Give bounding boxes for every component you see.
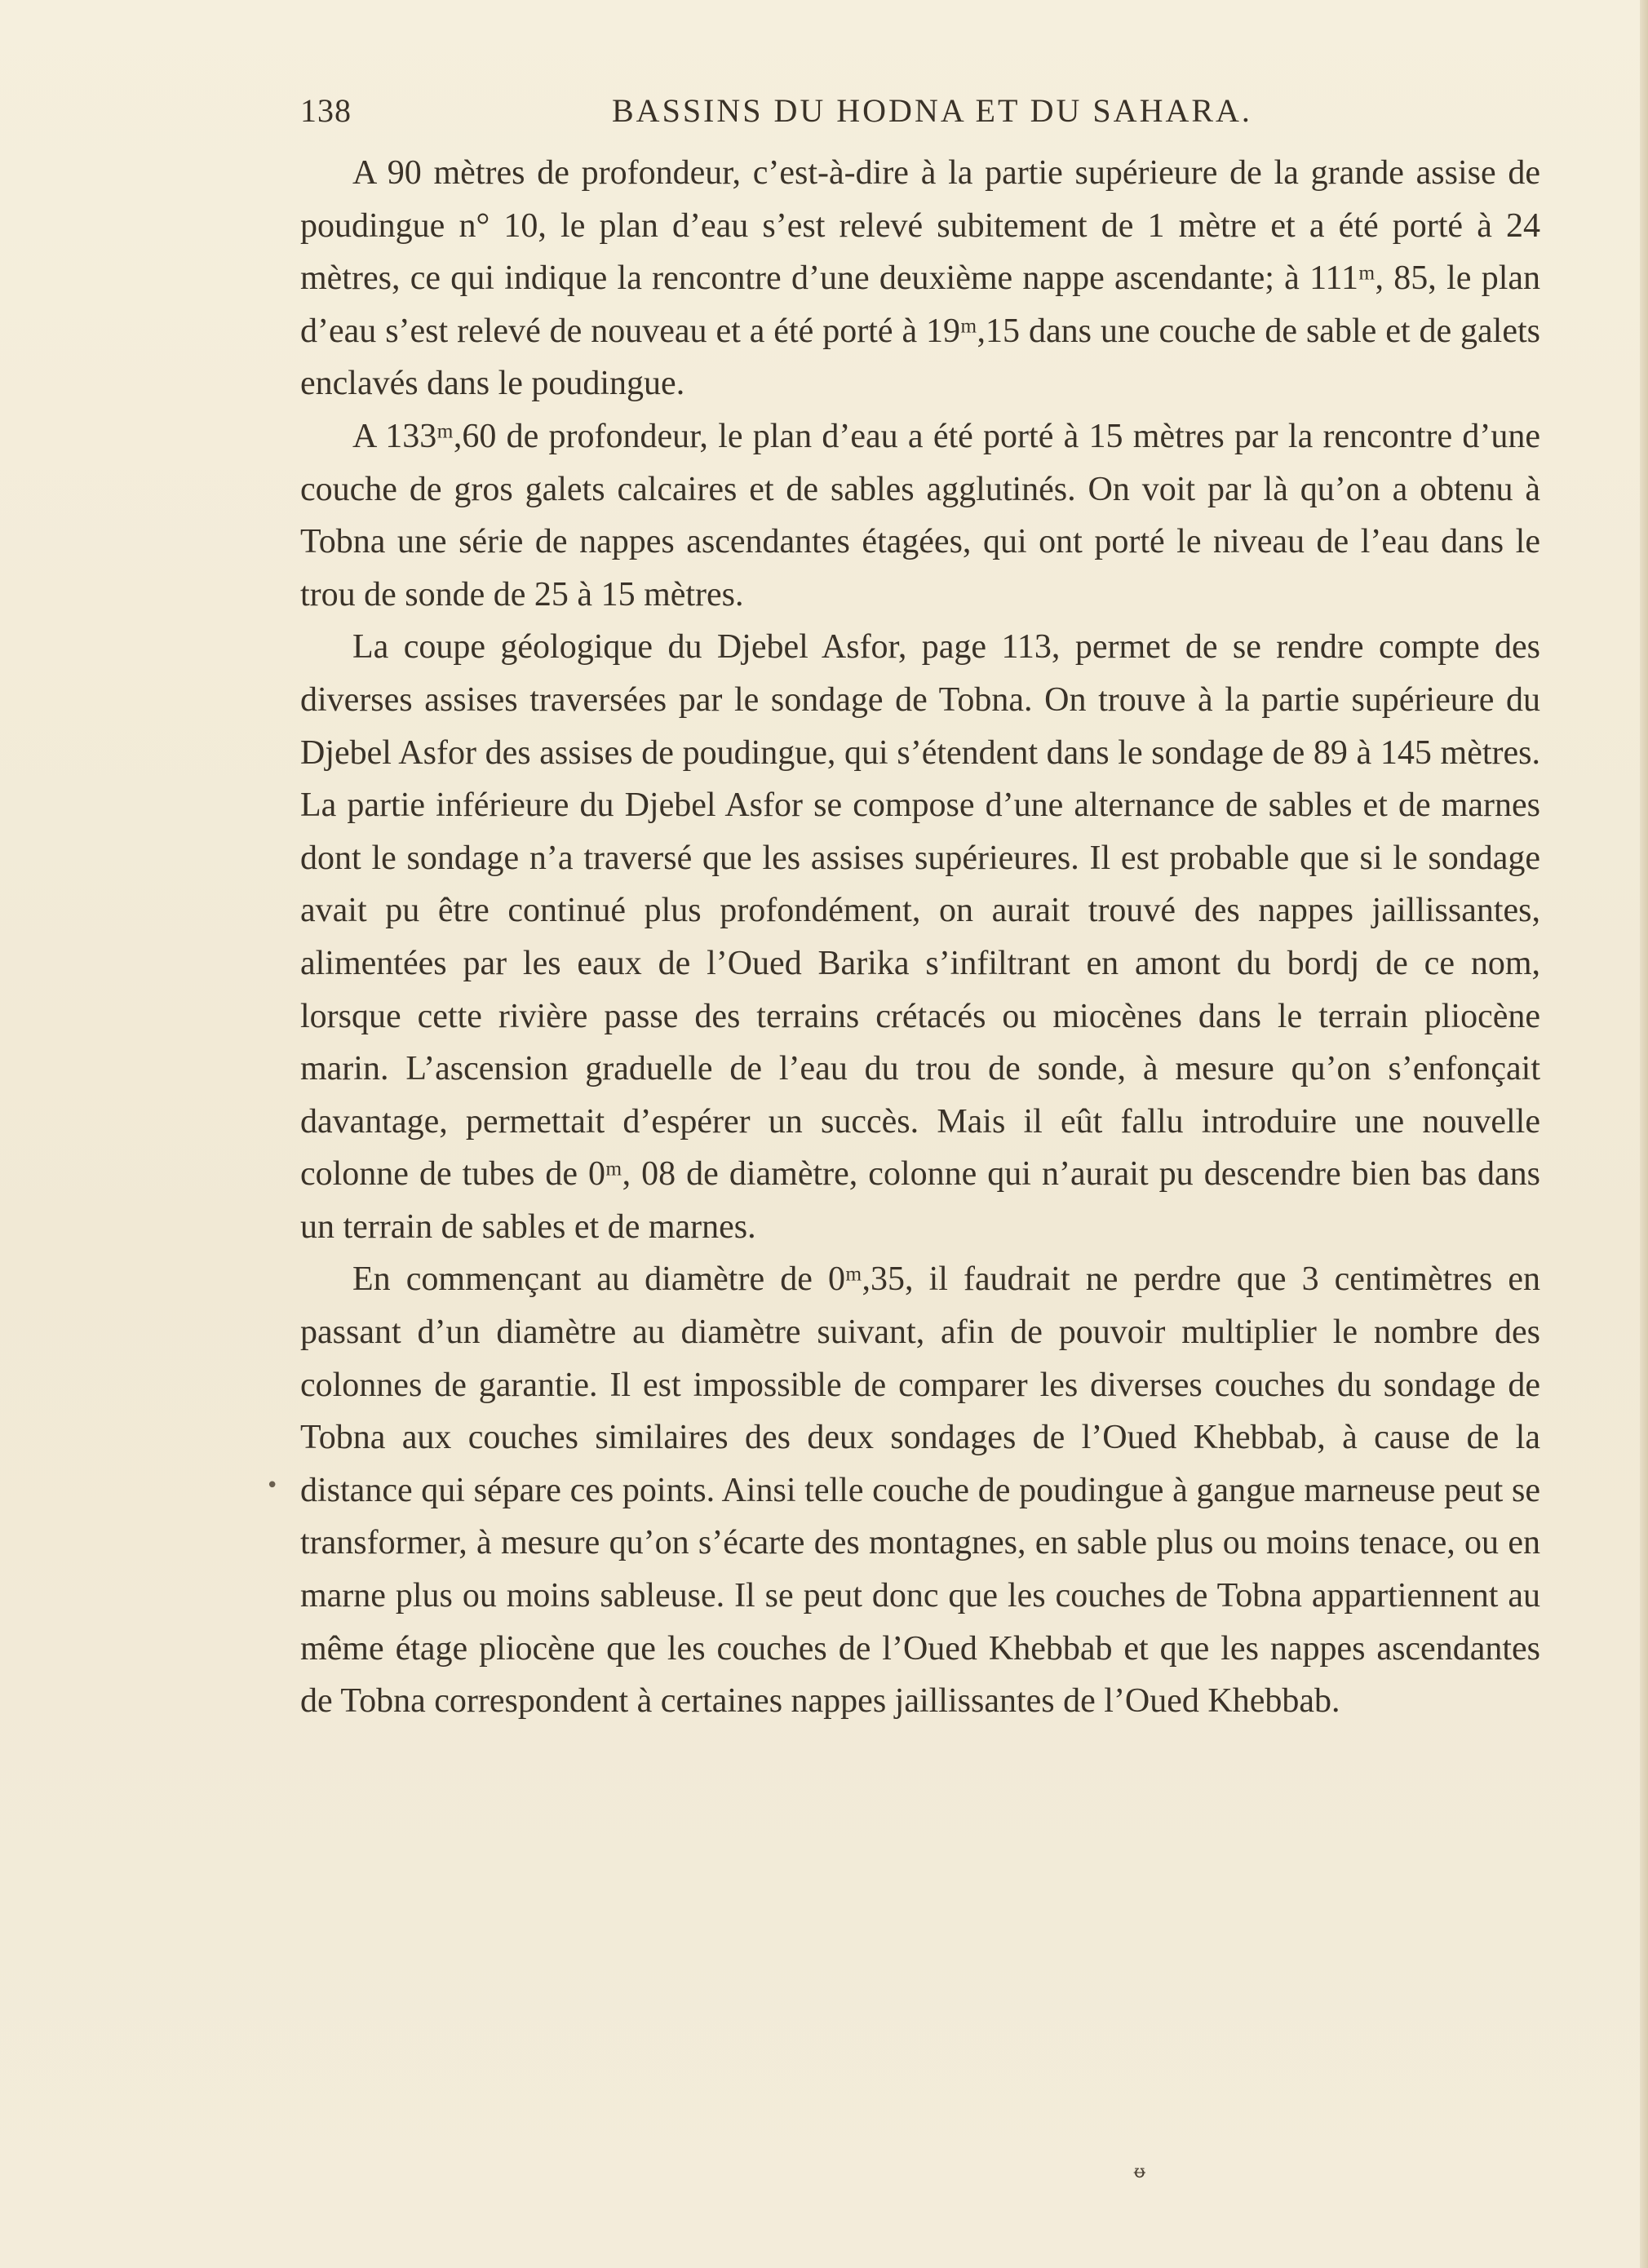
page-edge — [1640, 0, 1648, 2268]
footer-mark: ᵿ — [1134, 2162, 1145, 2182]
paragraph-1: A 90 mètres de profondeur, c’est-à-dire à la partie supérieure de la grande assise de poudingue n° 10, le plan d’eau s’est relevé subitement de 1 mètre et a été porté à 24 mètres, ce qui indique la rencontre d’une deuxième nappe ascendante; à 111ᵐ, 85, le plan d’eau s’est relevé de nouveau et a été porté à 19ᵐ,15 dans une couche de sable et de galets enclavés dans le poudingue. — [300, 154, 1540, 403]
margin-mark: • — [266, 1473, 279, 1498]
page-number: 138 — [300, 92, 352, 129]
page-header — [300, 91, 1565, 137]
paragraph-2: A 133ᵐ,60 de profondeur, le plan d’eau a été porté à 15 mètres par la rencontre d’une couche de gros galets calcaires et de sables agglutinés. On voit par là qu’on a obtenu à Tobna une série de nappes ascendantes étagées, qui ont porté le niveau de l’eau dans le trou de sonde de 25 à 15 mètres. — [300, 417, 1540, 614]
paragraph-4: En commençant au diamètre de 0ᵐ,35, il faudrait ne perdre que 3 centimètres en passant d’un diamètre au diamètre suivant, afin de pouvoir multiplier le nombre des colonnes de garantie. Il est impossible de comparer les diverses couches du sondage de Tobna aux couches similaires des deux sondages de l’Oued Khebbab, à cause de la distance qui sépare ces points. Ainsi telle couche de poudingue à gangue marneuse peut se transformer, à mesure qu’on s’écarte des montagnes, en sable plus ou moins tenace, ou en marne plus ou moins sableuse. Il se peut donc que les couches de Tobna appartiennent au même étage pliocène que les couches de l’Oued Khebbab et que les nappes ascendantes de Tobna correspondent à certaines nappes jaillissantes de l’Oued Khebbab. — [300, 1260, 1540, 1721]
paragraph-3: La coupe géologique du Djebel Asfor, page 113, permet de se rendre compte des diverses assises traversées par le sondage de Tobna. On trouve à la partie supérieure du Djebel Asfor des assises de poudingue, qui s’étendent dans le sondage de 89 à 145 mètres. La partie inférieure du Djebel Asfor se compose d’une alternance de sables et de marnes dont le sondage n’a traversé que les assises supérieures. Il est probable que si le sondage avait pu être continué plus profondément, on aurait trouvé des nappes jaillissantes, alimentées par les eaux de l’Oued Barika s’infiltrant en amont du bordj de ce nom, lorsque cette rivière passe des terrains crétacés ou miocènes dans le terrain pliocène marin. L’ascension graduelle de l’eau du trou de sonde, à mesure qu’on s’enfonçait davantage, permettait d’espérer un succès. Mais il eût fallu introduire une nouvelle colonne de tubes de 0ᵐ, 08 de diamètre, colonne qui n’aurait pu descendre bien bas dans un terrain de sables et de marnes. — [300, 628, 1540, 1246]
running-title: BASSINS DU HODNA ET DU SAHARA. — [612, 92, 1252, 129]
body-text — [300, 147, 1540, 1728]
